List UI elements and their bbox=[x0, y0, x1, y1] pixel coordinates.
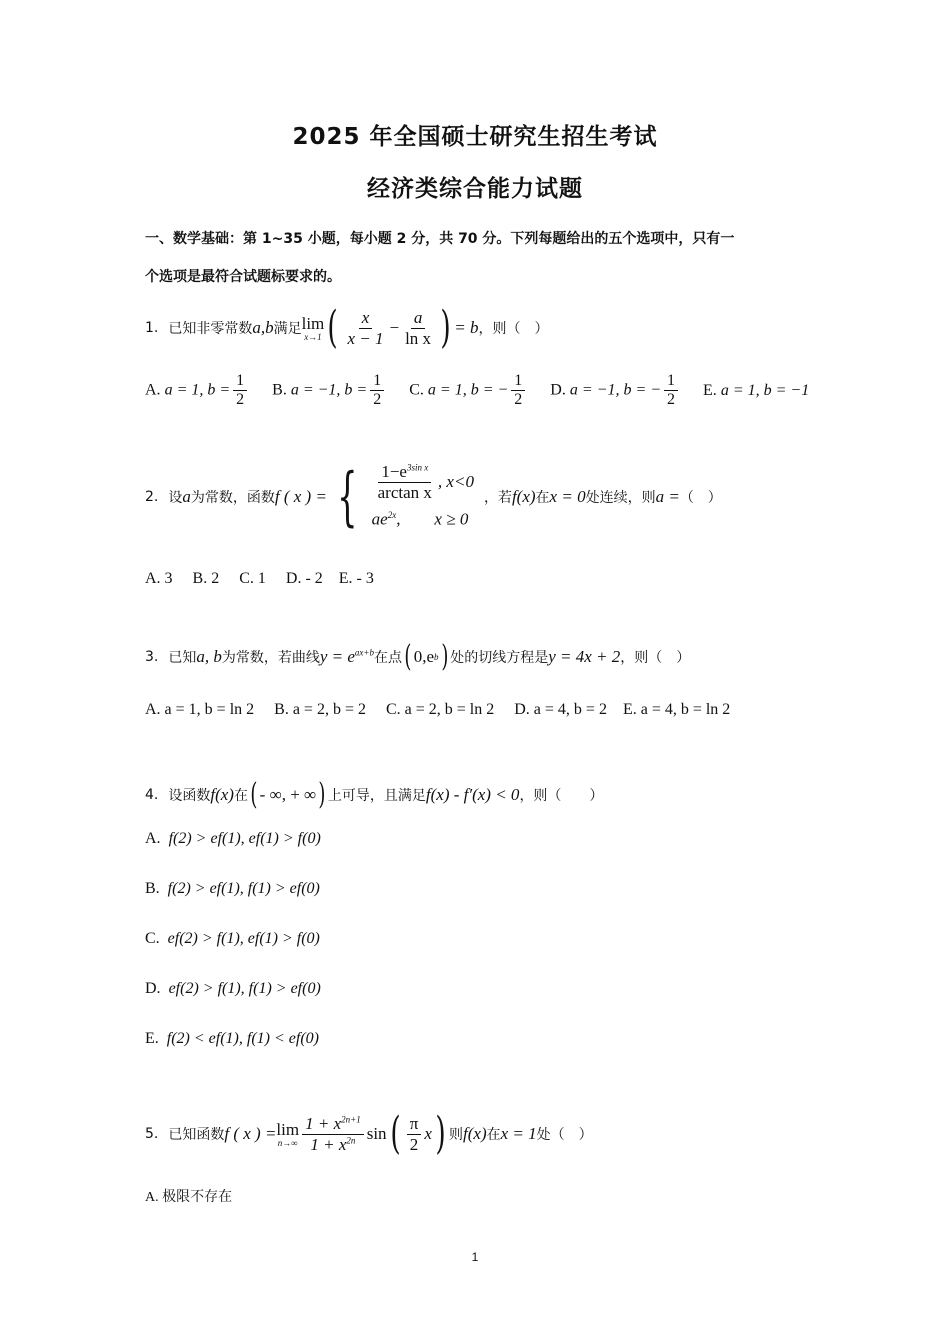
question-number: 2. bbox=[145, 489, 159, 506]
option-e[interactable]: E. a = 1, b = −1 bbox=[703, 381, 810, 399]
question-2-options[interactable]: A. 3 B. 2 C. 1 D. - 2 E. - 3 bbox=[145, 570, 374, 587]
math-expression: = b bbox=[454, 318, 479, 337]
question-suffix: ，则（ ） bbox=[478, 321, 549, 337]
question-text: 已知非零常数 bbox=[168, 321, 253, 337]
piecewise-cases: $\frac{1-e^{3sin x}}{\text{arctan x}}$ , x<0 $ae^{2x}$, x ≥ 0 bbox=[371, 462, 474, 529]
question-4: 4. 设函数 f(x) 在 ( - ∞, + ∞ ) 上可导，且满足 f(x) - f′(x) < 0 ，则（ ） bbox=[145, 777, 604, 812]
limit-operator: lim x→1 bbox=[301, 314, 325, 342]
exam-title: 2025 年全国硕士研究生招生考试 bbox=[292, 124, 658, 150]
option-c[interactable]: C. ef(2) > f(1), ef(1) > f(0) bbox=[145, 930, 320, 947]
function-name: f ( x ) = bbox=[274, 487, 327, 507]
limit-operator: lim n→∞ bbox=[276, 1120, 300, 1148]
option-a[interactable]: A. a = 1, b = $\frac{1}{2}$ bbox=[145, 372, 250, 410]
option-b[interactable]: B. f(2) > ef(1), f(1) > ef(0) bbox=[145, 880, 320, 897]
question-3-options[interactable]: A. a = 1, b = ln 2 B. a = 2, b = 2 C. a = 2, b = ln 2 D. a = 4, b = 2 E. a = 4, b = ln 2 bbox=[145, 701, 731, 718]
question-2: 2. 设 a 为常数，函数 f ( x ) = { $\frac{1-e^{3sin x}}{\text{arctan x}}$ , x<0 $ae^{2x}$, x ≥ 0 ，若 f(x) 在 x = 0 处连续，则 a = （ ） bbox=[145, 460, 722, 535]
fraction: $\frac{1 + x^{2n+1}}{1 + x^{2n}}$ bbox=[302, 1114, 364, 1154]
exam-subtitle: 经济类综合能力试题 bbox=[367, 176, 583, 202]
option-d[interactable]: D. a = −1, b = − $\frac{1}{2}$ bbox=[550, 372, 681, 410]
option-c[interactable]: C. a = 1, b = − $\frac{1}{2}$ bbox=[409, 372, 528, 410]
question-3: 3. 已知 a, b 为常数，若曲线 $y = e^{ax+b}$ 在点 ( 0,e b ) 处的切线方程是 y = 4x + 2 ，则（ ） bbox=[145, 639, 691, 674]
question-1: 1. 已知非零常数 a,b 满足 lim x→1 ( $\frac{x}{x - 1}$ − $\frac{a}{\text{ln x}}$ ) = b ，则（ ） bbox=[145, 302, 549, 353]
fraction: $\frac{a}{\text{ln x}}$ bbox=[405, 307, 432, 348]
math-vars: a,b bbox=[252, 318, 274, 337]
fraction: $\frac{x}{x - 1}$ bbox=[347, 307, 384, 348]
question-number: 1. bbox=[145, 320, 159, 336]
question-text: 满足 bbox=[273, 321, 302, 337]
section-instruction-line2: 个选项是最符合试题标要求的。 bbox=[145, 269, 341, 285]
question-number: 5. bbox=[145, 1126, 159, 1142]
option-a[interactable]: A. 极限不存在 bbox=[145, 1190, 233, 1205]
question-number: 3. bbox=[145, 649, 159, 665]
option-b[interactable]: B. a = −1, b = $\frac{1}{2}$ bbox=[272, 372, 387, 410]
page-number: 1 bbox=[471, 1250, 479, 1264]
option-a[interactable]: A. f(2) > ef(1), ef(1) > f(0) bbox=[145, 830, 321, 847]
question-1-options bbox=[145, 372, 809, 410]
question-number: 4. bbox=[145, 787, 159, 803]
question-5: 5. 已知函数 f ( x ) = lim n→∞ $\frac{1 + x^{2n+1}}{1 + x^{2n}}$ sin ( $\frac{\pi}{2}$ x ) 则 f(x) 在 x = 1 处（ ） bbox=[145, 1108, 593, 1159]
option-e[interactable]: E. f(2) < ef(1), f(1) < ef(0) bbox=[145, 1030, 319, 1047]
section-instruction-line1: 一、数学基础：第 1~35 小题，每小题 2 分，共 70 分。下列每题给出的五个选项中，只有一 bbox=[145, 231, 735, 247]
option-d[interactable]: D. ef(2) > f(1), f(1) > ef(0) bbox=[145, 980, 321, 997]
